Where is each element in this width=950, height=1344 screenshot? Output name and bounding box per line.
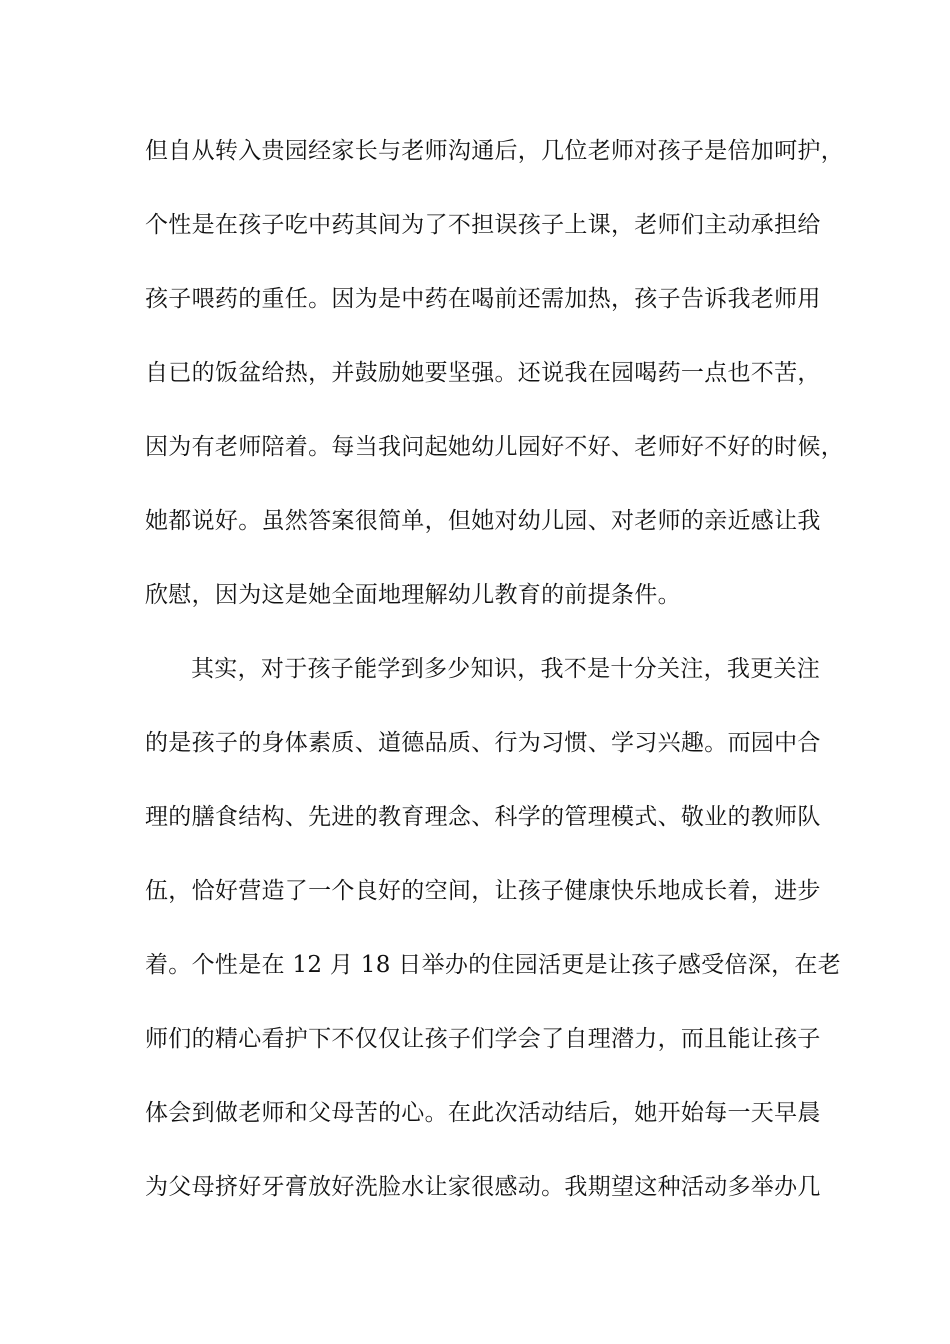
text-line-10: 理的膳食结构、先进的教育理念、科学的管理模式、敬业的教师队 (145, 804, 821, 830)
text-line-14: 体会到做老师和父母苦的心。在此次活动结后，她开始每一天早晨 (145, 1100, 821, 1126)
text-line-3: 孩子喂药的重任。因为是中药在喝前还需加热，孩子告诉我老师用 (145, 286, 821, 312)
text-line-4: 自已的饭盆给热，并鼓励她要坚强。还说我在园喝药一点也不苦， (145, 360, 821, 386)
text-line-13: 师们的精心看护下不仅仅让孩子们学会了自理潜力，而且能让孩子 (145, 1026, 821, 1052)
text-line-7: 欣慰，因为这是她全面地理解幼儿教育的前提条件。 (145, 582, 681, 608)
text-line-11: 伍，恰好营造了一个良好的空间，让孩子健康快乐地成长着，进步 (145, 878, 821, 904)
text-line-8: 其实，对于孩子能学到多少知识，我不是十分关注，我更关注 (191, 656, 821, 682)
text-line-15: 为父母挤好牙膏放好洗脸水让家很感动。我期望这种活动多举办几 (145, 1174, 821, 1200)
text-line-1: 但自从转入贵园经家长与老师沟通后，几位老师对孩子是倍加呵护， (145, 138, 844, 164)
text-line-6: 她都说好。虽然答案很简单，但她对幼儿园、对老师的亲近感让我 (145, 508, 821, 534)
text-line-12: 着。个性是在 12 月 18 日举办的住园活更是让孩子感受倍深，在老 (145, 952, 841, 978)
text-line-2: 个性是在孩子吃中药其间为了不担误孩子上课，老师们主动承担给 (145, 212, 821, 238)
text-line-5: 因为有老师陪着。每当我问起她幼儿园好不好、老师好不好的时候， (145, 434, 844, 460)
text-line-9: 的是孩子的身体素质、道德品质、行为习惯、学习兴趣。而园中合 (145, 730, 821, 756)
